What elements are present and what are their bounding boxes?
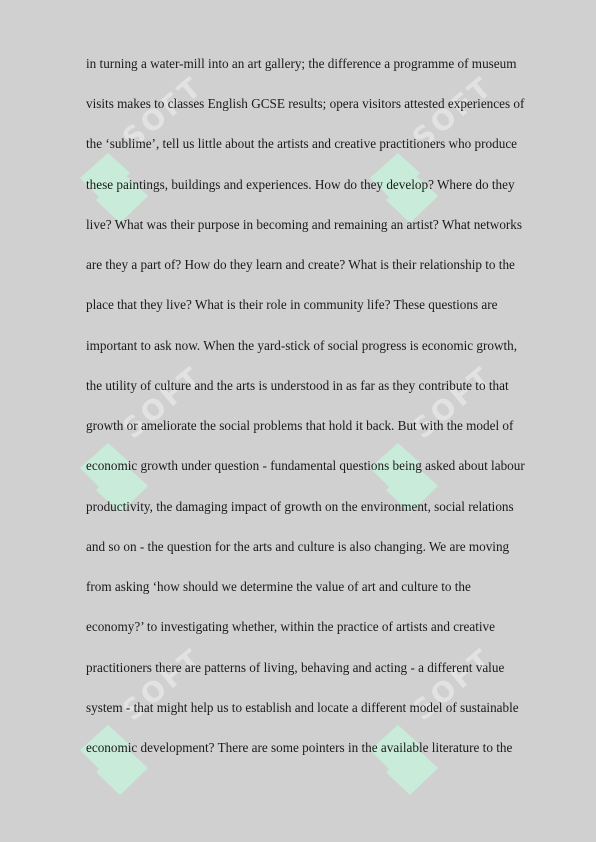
text-line: the utility of culture and the arts is understood in as far as they contribute to that [86, 378, 509, 393]
text-line: in turning a water-mill into an art gallery; the difference a programme of museum [86, 56, 517, 71]
watermark-logo [78, 69, 210, 228]
watermark-text: SOFT [406, 359, 500, 446]
text-line: visits makes to classes English GCSE results; opera visitors attested experiences of [86, 96, 525, 111]
text-line: from asking ‘how should we determine the value of art and culture to the [86, 579, 471, 594]
text-line: economy?’ to investigating whether, within the practice of artists and creative [86, 619, 495, 634]
text-line: growth or ameliorate the social problems that hold it back. But with the model of [86, 418, 514, 433]
text-line: the ‘sublime’, tell us little about the artists and creative practitioners who produce [86, 136, 518, 151]
text-line: are they a part of? How do they learn and create? What is their relationship to the [86, 257, 515, 272]
text-line: system - that might help us to establish and locate a different model of sustainable [86, 700, 519, 715]
text-line: place that they live? What is their role in community life? These questions are [86, 297, 498, 312]
text-line: these paintings, buildings and experiences. How do they develop? Where do they [86, 177, 515, 192]
text-line: productivity, the damaging impact of growth on the environment, social relations [86, 499, 514, 514]
text-line: important to ask now. When the yard-stick of social progress is economic growth, [86, 338, 518, 353]
text-line: live? What was their purpose in becoming and remaining an artist? What networks [86, 217, 523, 232]
watermark-text: SOFT [116, 69, 210, 156]
text-line: and so on - the question for the arts and culture is also changing. We are moving [86, 539, 510, 554]
watermark-text: SOFT [116, 641, 210, 728]
text-line: economic growth under question - fundamental questions being asked about labour [86, 458, 525, 473]
text-line: economic development? There are some pointers in the available literature to the [86, 740, 513, 755]
watermark-text: SOFT [116, 359, 210, 446]
watermark-text: SOFT [406, 641, 500, 728]
watermark-text: SOFT [406, 69, 500, 156]
text-line: practitioners there are patterns of living, behaving and acting - a different value [86, 660, 505, 675]
watermark-logo [368, 69, 500, 228]
